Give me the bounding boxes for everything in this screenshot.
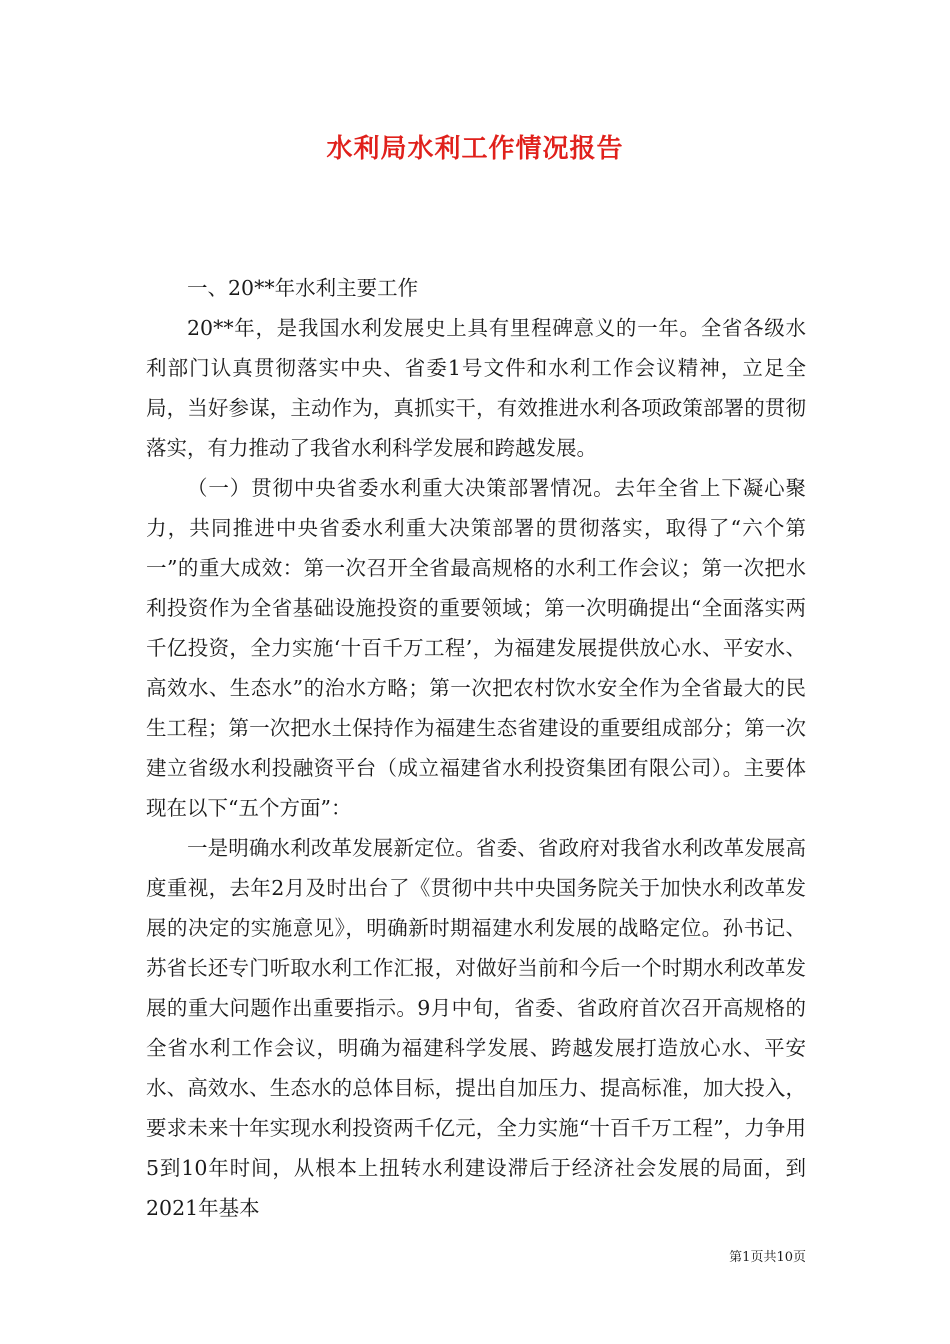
document-body	[146, 268, 806, 1228]
paragraph: 一是明确水利改革发展新定位。省委、省政府对我省水利改革发展高度重视，去年2月及时出台了《贯彻中共中央国务院关于加快水利改革发展的决定的实施意见》，明确新时期福建水利发展的战略定位。孙书记、苏省长还专门听取水利工作汇报，对做好当前和今后一个时期水利改革发展的重大问题作出重要指示。9月中旬，省委、省政府首次召开高规格的全省水利工作会议，明确为福建科学发展、跨越发展打造放心水、平安水、高效水、生态水的总体目标，提出自加压力、提高标准，加大投入，要求未来十年实现水利投资两千亿元，全力实施“十百千万工程”，力争用5到10年时间，从根本上扭转水利建设滞后于经济社会发展的局面，到2021年基本	[146, 836, 806, 1220]
page-number: 第1页共10页	[729, 1250, 806, 1265]
section-heading: 一、20**年水利主要工作	[187, 276, 419, 300]
paragraph: （一）贯彻中央省委水利重大决策部署情况。去年全省上下凝心聚力，共同推进中央省委水利重大决策部署的贯彻落实，取得了“六个第一”的重大成效：第一次召开全省最高规格的水利工作会议；第一次把水利投资作为全省基础设施投资的重要领域；第一次明确提出“全面落实两千亿投资，全力实施‘十百千万工程’，为福建发展提供放心水、平安水、高效水、生态水”的治水方略；第一次把农村饮水安全作为全省最大的民生工程；第一次把水土保持作为福建生态省建设的重要组成部分；第一次建立省级水利投融资平台（成立福建省水利投资集团有限公司）。主要体现在以下“五个方面”：	[146, 476, 806, 820]
document-title: 水利局水利工作情况报告	[326, 134, 624, 164]
paragraph: 20**年，是我国水利发展史上具有里程碑意义的一年。全省各级水利部门认真贯彻落实中央、省委1号文件和水利工作会议精神，立足全局，当好参谋，主动作为，真抓实干，有效推进水利各项政策部署的贯彻落实，有力推动了我省水利科学发展和跨越发展。	[146, 316, 806, 460]
